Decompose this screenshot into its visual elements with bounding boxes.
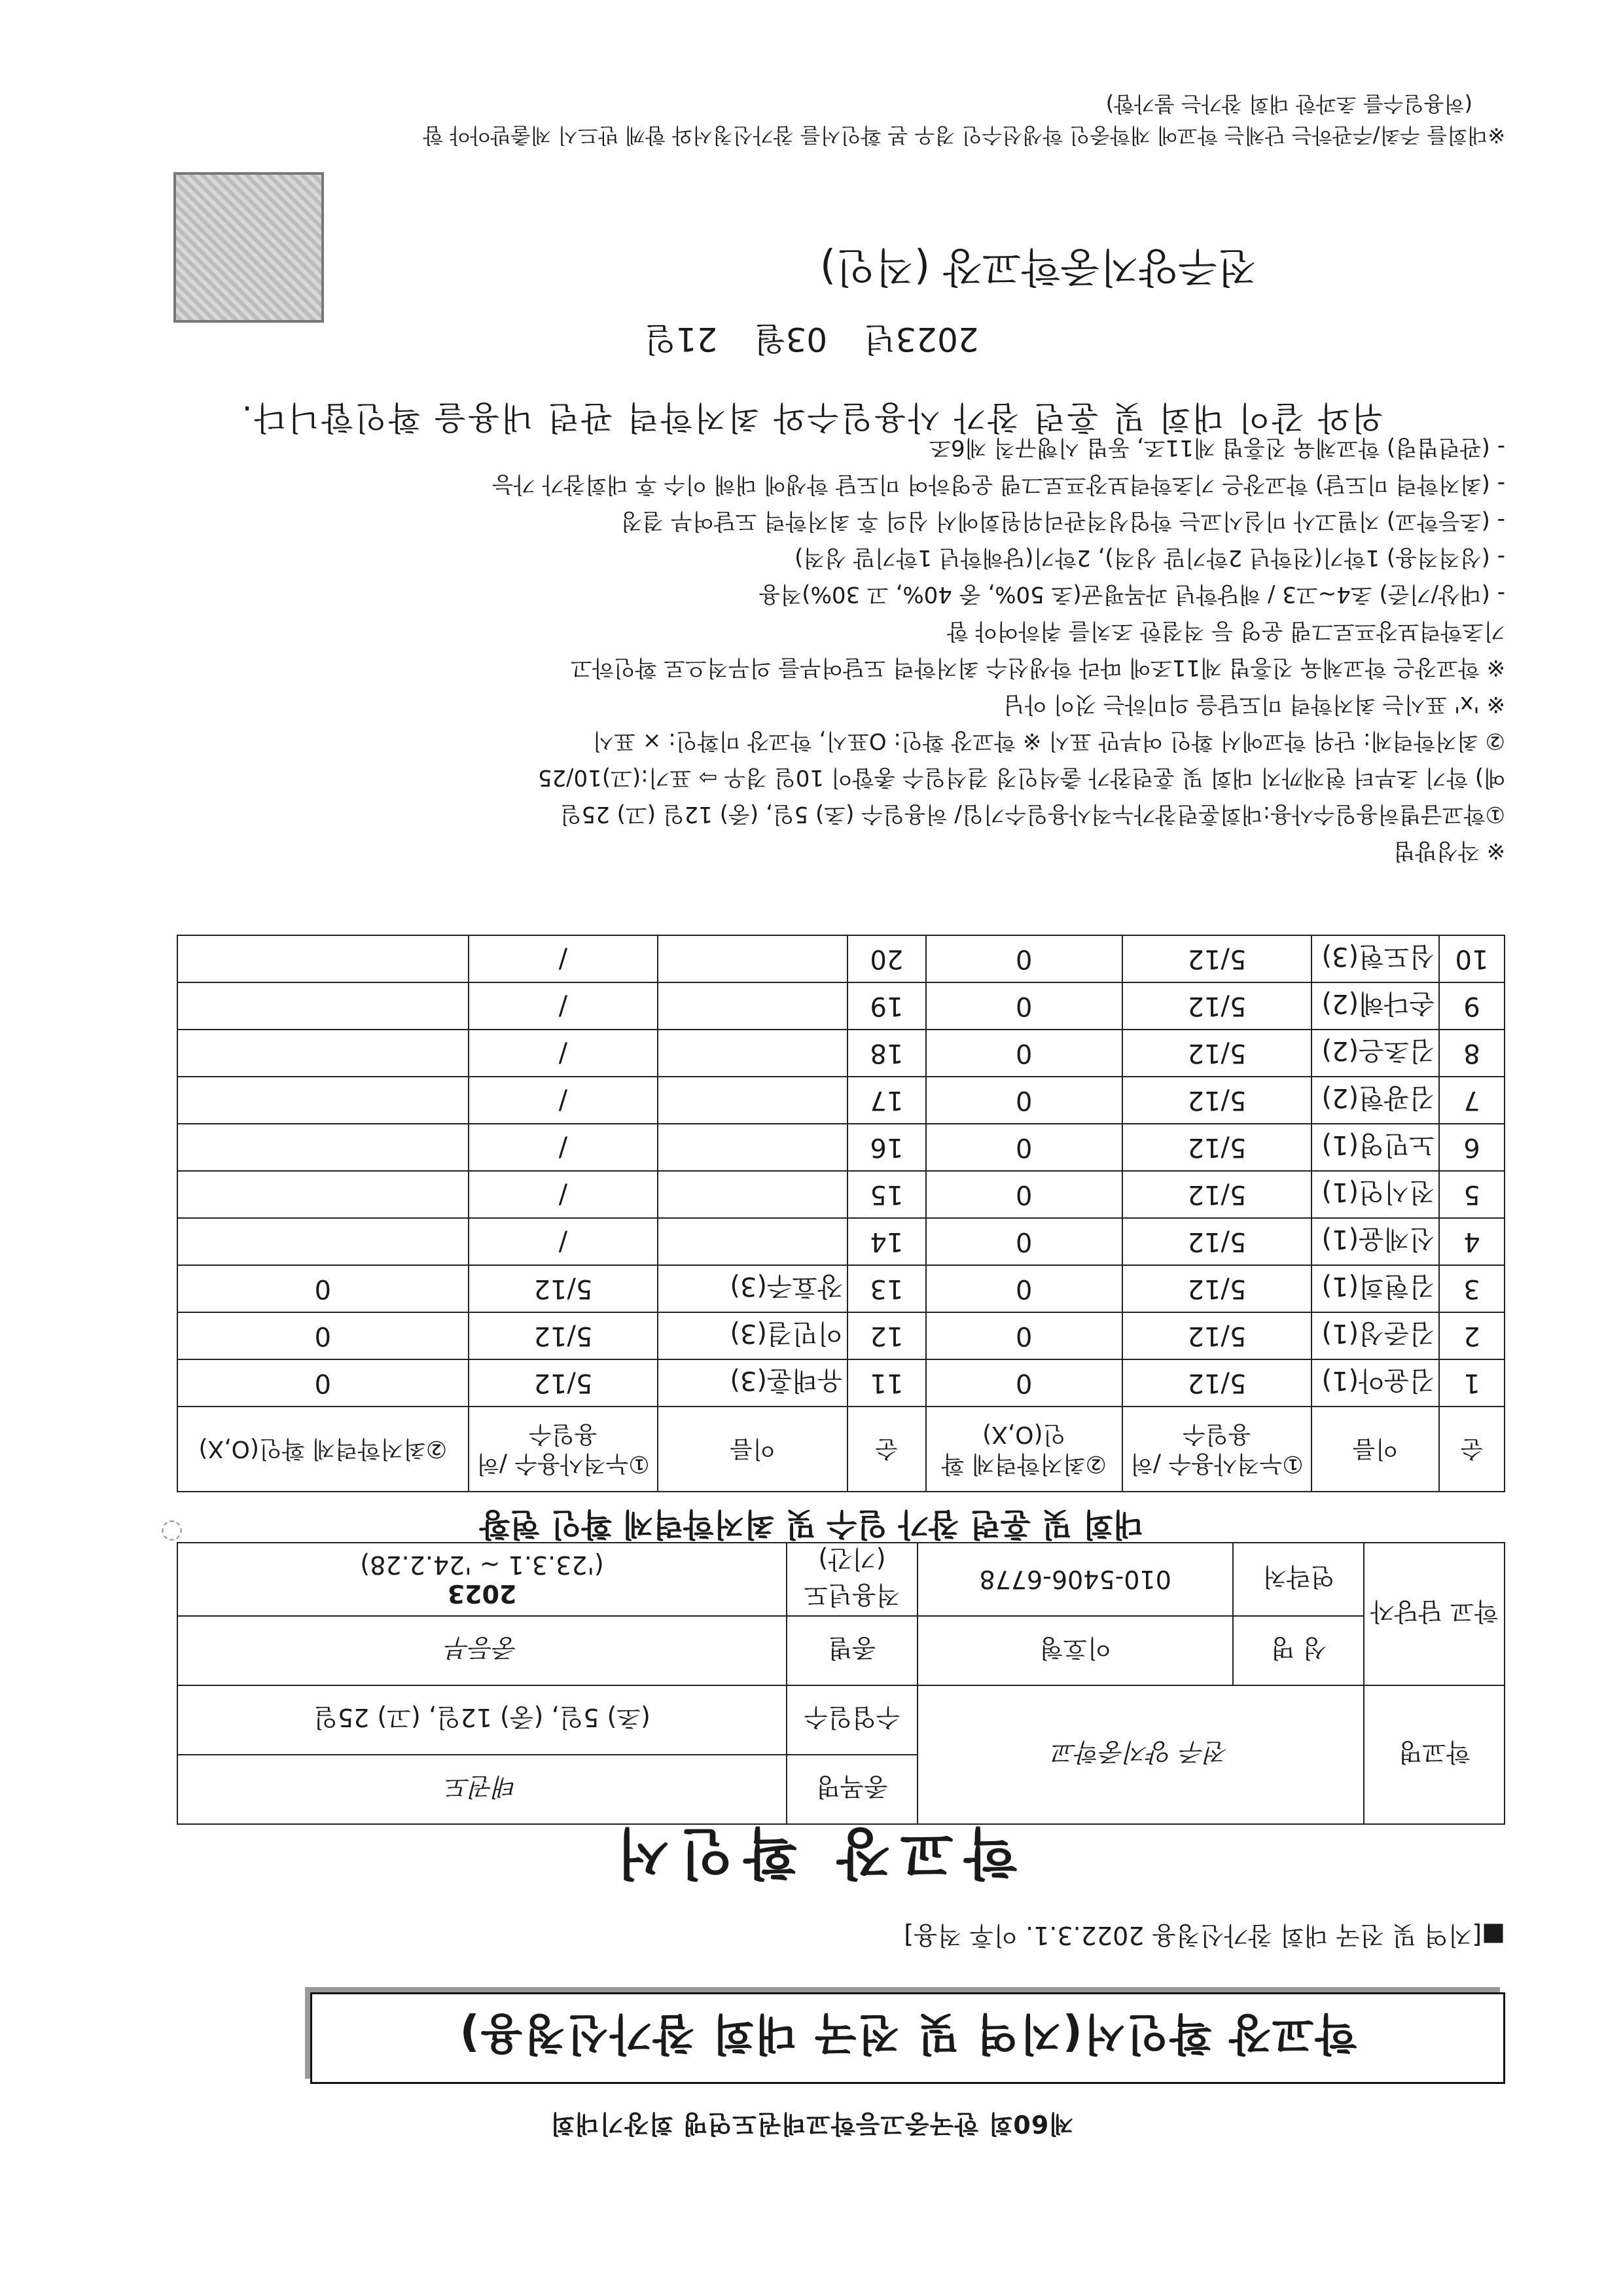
cell-days: 5/12 (469, 1312, 658, 1359)
note-line: - (관련법령) 학교체육 진흥법 제11조, 동법 시행규칙 제6조 (929, 435, 1505, 461)
issue-date (0, 318, 1623, 365)
cell-min: 0 (177, 1265, 469, 1312)
header-min: ②최저학력제 확인(O,X) (926, 1407, 1122, 1492)
cell-name: 김초은(2) (1311, 1030, 1439, 1077)
cell-min: 0 (926, 1359, 1122, 1407)
cell-days: / (469, 982, 658, 1030)
participants-table (177, 935, 1505, 1492)
participants-title: 대회 및 훈련 참가 일수 및 최저학력제 확인 현황 (479, 1506, 1144, 1543)
year-cell (177, 1543, 787, 1616)
cell-days: / (469, 1077, 658, 1124)
note-line: 예) 학기 초부터 현재까지 대회 및 훈련참가 출석인정 결석일수 총합이 10일 경우 ⇨ 표기:(고)10/25 (537, 764, 1505, 791)
header-no: 순 (1439, 1407, 1505, 1492)
cell-name (658, 1218, 847, 1265)
table-row (177, 1312, 1505, 1359)
table-row (177, 1030, 1505, 1077)
cell-name: 노민영(1) (1311, 1124, 1439, 1171)
cell-no: 7 (1439, 1077, 1505, 1124)
open-circle-mark: ◌ (160, 1517, 183, 1547)
cell-name: 손다혜(2) (1311, 982, 1439, 1030)
cell-name: 유태훈(3) (658, 1359, 847, 1407)
cell-no: 1 (1439, 1359, 1505, 1407)
note-line: - (초등학교) 지필고사 미실시교는 학업성적관리위원회에서 심의 후 최저학력 도달여부 결정 (620, 508, 1505, 534)
cell-name: 심도현(3) (1311, 935, 1439, 982)
duty-label: 종별 (787, 1616, 918, 1685)
cell-days: 5/12 (1122, 1030, 1312, 1077)
cell-name: 김현희(1) (1311, 1265, 1439, 1312)
header-min: ②최저학력제 확인(O,X) (177, 1407, 469, 1492)
official-seal-stamp (173, 172, 324, 323)
cell-name: 김광현(2) (1311, 1077, 1439, 1124)
cell-no: 16 (847, 1124, 926, 1171)
teacher-label: 학교 담당자 (1364, 1543, 1505, 1685)
days-value: (초) 5일, (중) 12일, (고) 25일 (177, 1685, 787, 1755)
applicability-note: ■[지역 및 전국 대회 참가신청용 2022.3.1. 이후 적용] (904, 1921, 1505, 1950)
table-row (177, 1265, 1505, 1312)
footnote-line-1: ※대회를 주최/주관하는 단체는 학교에 재학중인 학생선수인 경우 본 확인서를 참가신청서와 함께 반드시 제출받아야 함 (423, 123, 1505, 148)
cell-name (658, 982, 847, 1030)
table-row (177, 1359, 1505, 1407)
cell-days: / (469, 1218, 658, 1265)
note-line: 기초학력보장프로그램 운영 등 적절한 조치를 취하여야 함 (946, 618, 1505, 644)
contact-label: 연락처 (1233, 1543, 1364, 1616)
note-line: - (대상/기준) 초4~고3 / 해당학년 과목평균(초 50%, 중 40%, 고 30%)적용 (758, 581, 1505, 607)
cell-name: 김준성(1) (1311, 1312, 1439, 1359)
note-line: ①학교급별허용일수사용:대회훈련참가누적사용일수기입/ 허용일수 (초) 5일, (중) 12일 (고) 25일 (560, 801, 1505, 827)
header-days: ①누적사용수 /허용일수 (1122, 1407, 1312, 1492)
cell-no: 4 (1439, 1218, 1505, 1265)
header-name: 이름 (658, 1407, 847, 1492)
cell-name (658, 1124, 847, 1171)
cell-min: 0 (177, 1359, 469, 1407)
cell-min (177, 1077, 469, 1124)
cell-days: 5/12 (469, 1359, 658, 1407)
cell-name: 신제윤(1) (1311, 1218, 1439, 1265)
date-year: 2023년 (864, 320, 979, 358)
cell-name: 장효주(3) (658, 1265, 847, 1312)
writing-guide (177, 429, 1505, 869)
header-name: 이름 (1311, 1407, 1439, 1492)
note-line: ② 최저학력제: 단위 학교에서 확인 여부만 표시 ※ 학교장 확인: O표시, 학교장 미확인: × 표시 (592, 728, 1505, 754)
note-line: ※ 작성방법 (1393, 838, 1505, 864)
cell-min: 0 (926, 1077, 1122, 1124)
confirmation-statement: 위와 같이 대회 및 훈련 참가 사용일수와 최저학력 관련 내용을 확인합니다. (240, 399, 1383, 437)
cell-min (177, 982, 469, 1030)
cell-days: / (469, 1124, 658, 1171)
cell-no: 14 (847, 1218, 926, 1265)
document-header-box: 학교장 확인서(지역 및 전국 대회 참가신청용) (310, 1992, 1505, 2084)
year-value: 2023 (447, 1579, 517, 1608)
cell-min (177, 1171, 469, 1218)
cell-days: 5/12 (1122, 1312, 1312, 1359)
cell-name (658, 1077, 847, 1124)
cell-no: 19 (847, 982, 926, 1030)
cell-days: 5/12 (1122, 1359, 1312, 1407)
contact-value: 010-5406-6778 (918, 1543, 1234, 1616)
cell-min: 0 (926, 1265, 1122, 1312)
cell-min: 0 (926, 1218, 1122, 1265)
cell-no: 6 (1439, 1124, 1505, 1171)
cell-name: 전시언(1) (1311, 1171, 1439, 1218)
event-title: 제60회 한국중고등학교태권도연맹 회장기대회 (550, 2109, 1073, 2138)
cell-name: 이민결(3) (658, 1312, 847, 1359)
year-label: 적용년도 (기간) (787, 1543, 918, 1616)
event-label: 종목명 (787, 1755, 918, 1824)
cell-min: 0 (926, 1171, 1122, 1218)
cell-days: 5/12 (1122, 1077, 1312, 1124)
cell-days: 5/12 (1122, 935, 1312, 982)
cell-min (177, 1124, 469, 1171)
name-label: 성 명 (1233, 1616, 1364, 1685)
cell-name (658, 1030, 847, 1077)
cell-no: 17 (847, 1077, 926, 1124)
school-info-table (177, 1542, 1505, 1825)
cell-days: / (469, 1171, 658, 1218)
principal-signature: 전주양지중학교장 (직인) (819, 243, 1257, 291)
cell-min (177, 935, 469, 982)
note-line: ※ 'x' 표시는 최저학력 미도달을 의미하는 것이 아님 (1003, 691, 1505, 717)
note-line: - (성적적용) 1학기(전학년 2학기말 성적), 2학기(당해학년 1학기말 성적) (794, 545, 1505, 571)
event-value: 태권도 (177, 1755, 787, 1824)
table-row (177, 982, 1505, 1030)
cell-min: 0 (926, 935, 1122, 982)
cell-days: 5/12 (469, 1265, 658, 1312)
cell-no: 20 (847, 935, 926, 982)
cell-no: 8 (1439, 1030, 1505, 1077)
cell-name: 김윤아(1) (1311, 1359, 1439, 1407)
cell-no: 11 (847, 1359, 926, 1407)
cell-no: 3 (1439, 1265, 1505, 1312)
cell-no: 9 (1439, 982, 1505, 1030)
cell-min (177, 1030, 469, 1077)
header-no: 순 (847, 1407, 926, 1492)
cell-name (658, 935, 847, 982)
document-title: 학교장 확인서 (605, 1821, 1018, 1885)
cell-no: 2 (1439, 1312, 1505, 1359)
cell-name (658, 1171, 847, 1218)
cell-days: 5/12 (1122, 1171, 1312, 1218)
table-row (177, 1218, 1505, 1265)
cell-days: 5/12 (1122, 1218, 1312, 1265)
cell-no: 13 (847, 1265, 926, 1312)
duty-value: 중등부 (177, 1616, 787, 1685)
name-value: 이호형 (918, 1616, 1234, 1685)
cell-min: 0 (926, 1312, 1122, 1359)
cell-min (177, 1218, 469, 1265)
school-label: 학교명 (1364, 1685, 1505, 1824)
date-day: 21일 (644, 320, 718, 358)
table-row (177, 935, 1505, 982)
table-row (177, 1077, 1505, 1124)
school-value: 전주 양지중학교 (918, 1685, 1364, 1824)
cell-no: 12 (847, 1312, 926, 1359)
cell-min: 0 (177, 1312, 469, 1359)
note-line: - (최저학력 미도달) 학교장은 기초학력보장프로그램 운영하여 미도달 학생에 대해 이수 후 대회참가 가능 (492, 471, 1505, 497)
header-days: ①누적사용수 /허용일수 (469, 1407, 658, 1492)
cell-min: 0 (926, 1124, 1122, 1171)
date-month: 03월 (754, 320, 828, 358)
cell-days: / (469, 1030, 658, 1077)
footnote-line-2: (허용일수를 초과한 대회 참가는 불가함) (1105, 92, 1472, 117)
participants-body (177, 935, 1505, 1492)
note-line: ※ 학교장은 학교체육 진흥법 제11조에 따라 학생선수 최저학력 도달여부를 의무적으로 확인하고 (571, 655, 1505, 681)
table-row (177, 1124, 1505, 1171)
table-row (177, 1171, 1505, 1218)
cell-no: 18 (847, 1030, 926, 1077)
cell-days: 5/12 (1122, 1124, 1312, 1171)
cell-days: 5/12 (1122, 1265, 1312, 1312)
period-value: ('23.3.1 ~ '24.2.28) (360, 1551, 604, 1579)
table-header-row (177, 1407, 1505, 1492)
cell-days: / (469, 935, 658, 982)
days-label: 수업일수 (787, 1685, 918, 1755)
cell-min: 0 (926, 1030, 1122, 1077)
cell-no: 10 (1439, 935, 1505, 982)
cell-no: 5 (1439, 1171, 1505, 1218)
cell-no: 15 (847, 1171, 926, 1218)
cell-min: 0 (926, 982, 1122, 1030)
cell-days: 5/12 (1122, 982, 1312, 1030)
